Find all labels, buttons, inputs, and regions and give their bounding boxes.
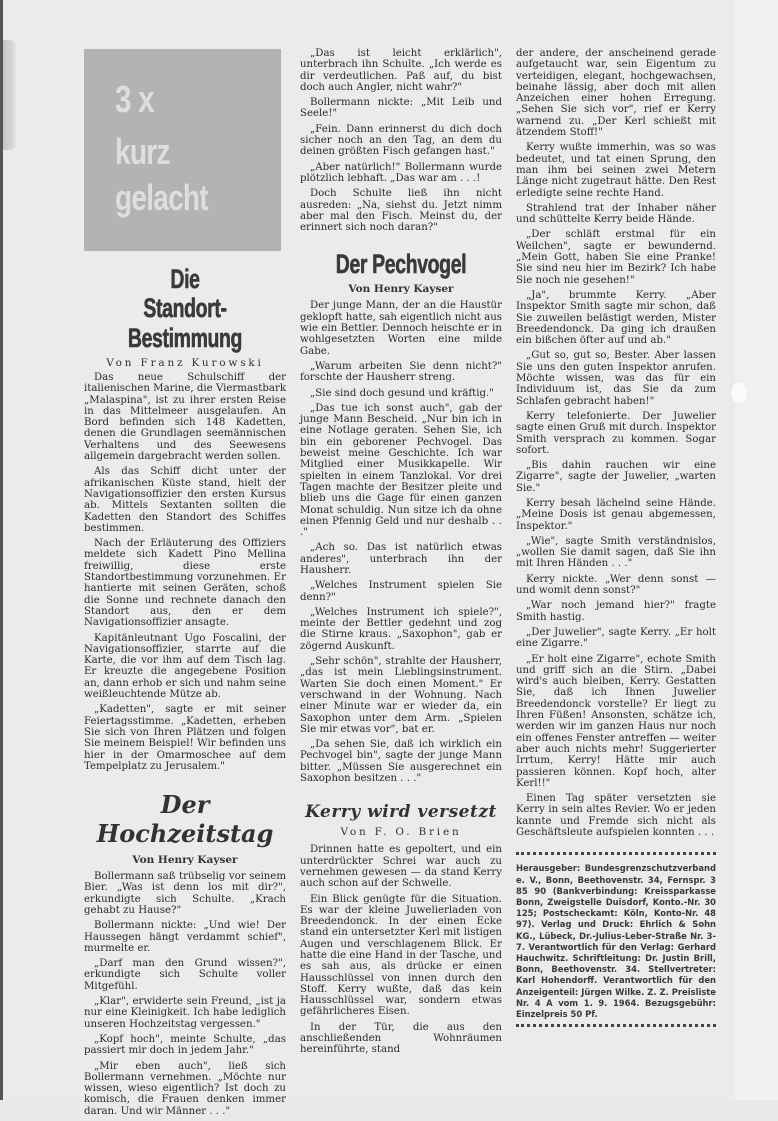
story2-body-part2 [300,48,502,233]
paragraph: Als das Schiff dicht unter der afrikanischen Küste stand, hielt der Navigationsoffizier den ersten Kursus ab. Mittels Sextanten sollten die Kadetten den Standort des Schiffes bestimmen. [84,466,286,534]
paragraph: „War noch jemand hier?" fragte Smith hastig. [516,600,716,623]
paragraph: In der Tür, die aus den anschließenden Wohnräumen hereinführte, stand [300,1021,502,1056]
banner-line-2: kurz [115,131,170,172]
story4-body-part1 [300,844,502,1055]
story3-body [300,300,502,784]
paragraph: „Aber natürlich!" Bollermann wurde plötzlich lebhaft. „Das war am . . .! [300,161,502,184]
paragraph: „Da sehen Sie, daß ich wirklich ein Pechvogel bin", sagte der junge Mann bitter. „Müssen Sie ausgerechnet ein Saxophon besitzen . . ." [300,739,502,785]
paragraph: „Sehr schön", strahlte der Hausherr, „das ist mein Lieblingsinstrument. Warten Sie doch einen Moment." Er verschwand in der Wohnung. Nach einer Minute war er wieder da, ein Saxophon unter dem Arm. „Spielen Sie mir etwas vor", bat er. [300,656,502,735]
paragraph: „Bis dahin rauchen wir eine Zigarre", sagte der Juwelier, „warten Sie." [516,460,716,494]
paragraph: „Wie", sagte Smith verständnislos, „wollen Sie damit sagen, daß Sie ihn mit Ihren Händen . . ." [516,535,716,570]
binding-shadow [3,40,17,150]
banner-line-1: 3 x [115,79,154,121]
dotted-divider-top [516,852,716,855]
story1-title-line1: Die [170,264,200,294]
paragraph: Kapitänleutnant Ugo Foscalini, der Navigationsoffizier, starrte auf die Karte, die vor ihm auf dem Tisch lag. Er kreuzte die angegebene Position an, dann erhob er sich und nahm seine weißleuchtende Mütze ab. [84,632,286,701]
page-right-margin [735,0,778,1100]
column-1 [84,265,286,1121]
story4-body-part2 [516,48,716,838]
paragraph: „Fein. Dann erinnerst du dich doch sicher noch an den Tag, an dem du deinen größten Fisch gefangen hast." [300,123,502,158]
story1-body [84,372,286,772]
paragraph: „Gut so, gut so, Bester. Aber lassen Sie uns den guten Inspektor anrufen. Möchte wissen, was das für ein Individuum ist, das Sie da zum Schlafen gebracht haben!" [516,350,716,407]
dotted-divider-bottom [516,1024,716,1027]
paragraph: Strahlend trat der Inhaber näher und schüttelte Kerry beide Hände. [516,202,716,226]
story2-title: Der Hochzeitstag [96,790,274,849]
column-2 [300,48,502,1060]
story4-byline: Von F. O. Brien [340,826,462,839]
paragraph: Kerry besah lächelnd seine Hände. „Meine Dosis ist genau abgemessen, Inspektor." [516,497,716,532]
paragraph: Bollermann nickte: „Und wie! Der Haussegen hängt verdammt schief", murmelte er. [84,920,286,954]
paragraph: Ein Blick genügte für die Situation. Es war der kleine Juwelierladen von Breedendonck. In der einen Ecke stand ein untersetzter Kerl mit listigen Augen und verschlagenem Blick. Er hatte die eine Hand in der Tasche, und es sah aus, als drücke er einen Hausschlüssel von innen durch den Stoff. Kerry wußte, daß das kein Hausschlüssel war, sondern etwas gefährlicheres Eisen. [300,893,502,1018]
story4-title: Kerry wird versetzt [305,802,497,823]
paragraph: „Kopf hoch", meinte Schulte, „das passiert mir doch in jedem Jahr." [84,1033,286,1057]
banner-line-3: gelacht [115,177,208,218]
story1-title-line2: Standort-Bestimmung [127,293,243,353]
paragraph: „Das tue ich sonst auch", gab der junge Mann Bescheid. „Nur bin ich in eine Notlage geraten. Sehen Sie, ich bin ein geborener Pechvogel. Das beweist meine Geschichte. Ich war Mitglied einer Musikkapelle. Wir spielten in einem Tanzlokal. Vor drei Tagen machte der Besitzer pleite und blieb uns die Gage für einen ganzen Monat schuldig. Nun sitze ich da ohne einen Pfennig Geld und nur deshalb . . ." [300,402,502,539]
paragraph: „Sie sind doch gesund und kräftig." [310,387,494,399]
punch-hole-icon [731,382,747,404]
paragraph: „Ja", brummte Kerry. „Aber Inspektor Smith sagte mir schon, daß Sie zuweilen belästigt werden, Mister Breedendonck. Da ging ich draußen ein bißchen öfter auf und ab." [516,289,716,347]
story3-byline: Von Henry Kayser [348,283,454,296]
story2-body-part1 [84,871,286,1117]
paragraph: „Er holt eine Zigarre", echote Smith und griff sich an die Stirn. „Dabei wird's auch bleiben, Kerry. Gestatten Sie, daß ich Ihnen Juwelier Breedendonck vorstelle? Er liegt zu Ihren Füßen! Ansonsten, schätze ich, werden wir im ganzen Haus nur noch ein offenes Fenster antreffen — weiter aber auch nichts mehr! Suggerierter Irrtum, Kerry! Hätte mir auch passieren können. Kopf hoch, alter Kerl!!" [516,653,716,789]
paragraph: Einen Tag später versetzten sie Kerry in sein altes Revier. Wo er jeden kannte und Fremde sich nicht als Geschäftsleute aufspielen konnten . . . [516,793,716,838]
paragraph: Bollermann nickte: „Mit Leib und Seele!" [300,97,502,120]
paragraph: „Der schläft erstmal für ein Weilchen", sagte er bewundernd. „Mein Gott, haben Sie eine Pranke! Sie sind neu hier im Bezirk? Ich habe Sie noch nie gesehen!" [516,229,716,286]
paragraph: „Der Juwelier", sagte Kerry. „Er holt eine Zigarre." [516,626,716,650]
paragraph: „Das ist leicht erklärlich", unterbrach ihn Schulte. „Ich werde es dir verdeutlichen. Paß auf, du bist doch auch Angler, nicht wahr?" [300,48,502,93]
imprint-box [516,852,716,1027]
paragraph: Der junge Mann, der an die Haustür geklopft hatte, sah eigentlich nicht aus wie ein Bettler. Dennoch heischte er in wohlgesetzten Worten eine milde Gabe. [300,300,502,357]
column-3 [516,48,716,1027]
paragraph: Nach der Erläuterung des Offiziers meldete sich Kadett Pino Mellina freiwillig, diese erste Standortbestimmung vorzunehmen. Er hantierte mit seinen Geräten, schoß die Sonne und rechnete danach den Standort aus, den er dem Navigationsoffizier ansagte. [84,538,286,629]
paragraph: Kerry nickte. „Wer denn sonst — und womit denn sonst?" [516,573,716,597]
story1-byline: Von Franz Kurowski [106,357,264,369]
story3-title: Der Pechvogel [335,249,467,280]
paragraph: Doch Schulte ließ ihn nicht ausreden: „Na, siehst du. Jetzt nimm aber mal den Fisch. Meinst du, der erinnert sich noch daran?" [300,188,502,234]
paragraph: Kerry wußte immerhin, was so was bedeutet, und tat einen Sprung, den man ihm bei seinen zwei Metern Länge nicht zugetraut hätte. Den Rest erledigte seine rechte Hand. [516,142,716,199]
paragraph: „Welches Instrument spielen Sie denn?" [300,580,502,603]
story2-byline: Von Henry Kayser [132,854,238,867]
paragraph: „Mir eben auch", ließ sich Bollermann vernehmen. „Möchte nur wissen, wieso eigentlich? Ist doch zu komisch, die Frauen denken immer daran. Und wir Männer . . ." [84,1060,286,1117]
paragraph: Bollermann saß trübselig vor seinem Bier. „Was ist denn los mit dir?", erkundigte sich Schulte. „Krach gehabt zu Hause?" [84,871,286,916]
paragraph: Das neue Schulschiff der italienischen Marine, die Viermastbark „Malaspina", ist zu ihrer ersten Reise in das Mittelmeer ausgelaufen. An Bord befinden sich 148 Kadetten, denen die Grundlagen seemännischen Verhaltens und des Seewesens allgemein dargebracht werden sollen. [84,372,286,463]
paragraph: „Darf man den Grund wissen?", erkundigte sich Schulte voller Mitgefühl. [84,958,286,992]
paragraph: „Ach so. Das ist natürlich etwas anderes", unterbrach ihn der Hausherr. [300,542,502,576]
paragraph: der andere, der anscheinend gerade aufgetaucht war, sein Eigentum zu verteidigen, elegant, hochgewachsen, beinahe lässig, aber doch mit allen Anzeichen einer hohen Erregung. „Sehen Sie sich vor", rief er Kerry warnend zu. „Der Kerl schießt mit ätzendem Stoff!" [516,48,716,139]
paragraph: „Welches Instrument ich spiele?", meinte der Bettler gedehnt und zog die Stirne kraus. „Saxophon", gab er zögernd Auskunft. [300,606,502,652]
paragraph: Kerry telefonierte. Der Juwelier sagte einen Gruß mit durch. Inspektor Smith versprach zu kommen. Sogar sofort. [516,410,716,456]
paragraph: Drinnen hatte es gepoltert, und ein unterdrückter Schrei war auch zu vernehmen gewesen — da stand Kerry auch schon auf der Schwelle. [300,844,502,890]
section-banner [84,49,281,251]
paragraph: „Warum arbeiten Sie denn nicht?" forschte der Hausherr streng. [300,360,502,384]
page-left-edge [0,0,3,1100]
paragraph: „Kadetten", sagte er mit seiner Feiertagsstimme. „Kadetten, erheben Sie sich von Ihren Plätzen und folgen Sie meinem Beispiel! Wir befinden uns hier in der Omarmoschee auf dem Tempelplatz zu Jerusalem." [84,704,286,772]
imprint-text: Herausgeber: Bundesgrenzschutzverband e. V., Bonn, Beethovenstr. 34, Fernspr. 3 85 90 (Bankverbindung: Kreissparkasse Bonn, Zweigstelle Duisdorf, Konto.-Nr. 30 125; Postscheckamt: Köln, Konto-Nr. 48 97). Verlag und Druck: Ehrlich & Sohn KG., Lübeck, Dr.-Julius-Leber-Straße Nr. 3-7. Verantwortlich für den Verlag: Gerhard Hauchwitz. Schriftleitung: Dr. Justin Brill, Bonn, Beethovenstr. 34. Stellvertreter: Karl Hohendorff. Verantwortlich für den Anzeigenteil: Jürgen Wilke. Z. Z. Preisliste Nr. 4 A vom 1. 9. 1964. Bezugsgebühr: Einzelpreis 50 Pf. [516,863,716,1019]
paragraph: „Klar", erwiderte sein Freund, „ist ja nur eine Kleinigkeit. Ich habe lediglich unseren Hochzeitstag vergessen." [84,996,286,1030]
